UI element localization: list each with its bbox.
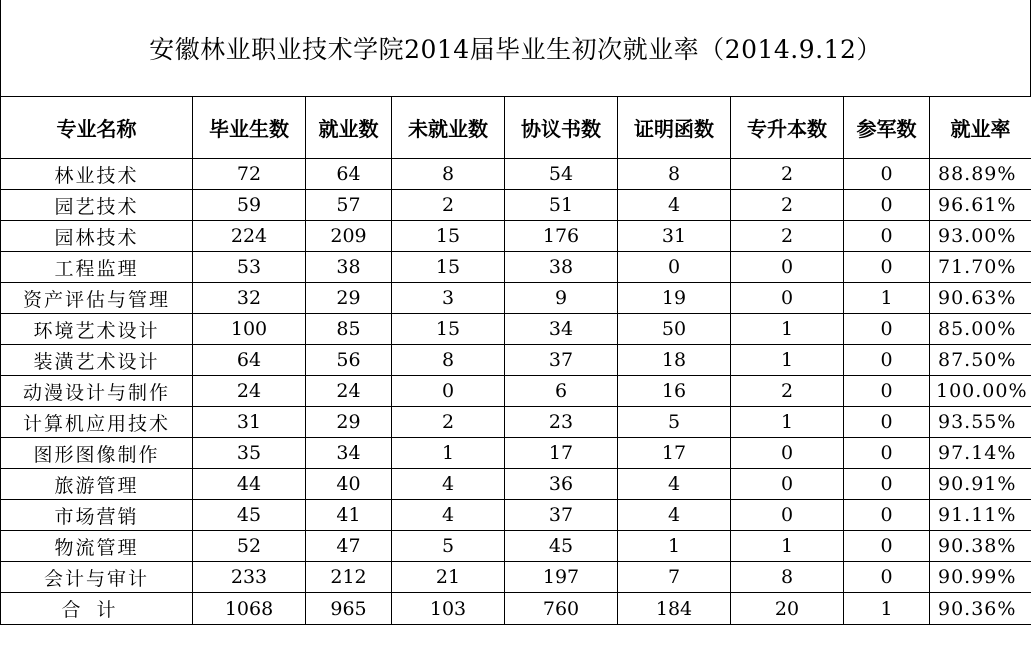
employment-table [0, 96, 1031, 625]
unemployed-cell: 3 [392, 283, 505, 314]
major-name-cell: 资产评估与管理 [1, 283, 193, 314]
table-row [1, 314, 1031, 345]
header-major: 专业名称 [1, 97, 193, 159]
major-name-cell: 市场营销 [1, 500, 193, 531]
certificates-cell: 0 [618, 252, 731, 283]
table-row [1, 531, 1031, 562]
unemployed-cell: 0 [392, 376, 505, 407]
header-unemployed: 未就业数 [392, 97, 505, 159]
agreements-cell: 760 [505, 593, 618, 625]
upgrade-cell: 8 [731, 562, 844, 593]
graduates-cell: 72 [193, 159, 306, 190]
certificates-cell: 4 [618, 190, 731, 221]
major-name-cell: 动漫设计与制作 [1, 376, 193, 407]
major-name-cell: 林业技术 [1, 159, 193, 190]
upgrade-cell: 1 [731, 345, 844, 376]
agreements-cell: 6 [505, 376, 618, 407]
upgrade-cell: 20 [731, 593, 844, 625]
certificates-cell: 8 [618, 159, 731, 190]
upgrade-cell: 2 [731, 159, 844, 190]
military-cell: 0 [844, 438, 930, 469]
header-employed: 就业数 [306, 97, 392, 159]
military-cell: 1 [844, 593, 930, 625]
upgrade-cell: 0 [731, 500, 844, 531]
military-cell: 0 [844, 562, 930, 593]
table-row [1, 283, 1031, 314]
employed-cell: 40 [306, 469, 392, 500]
rate-cell: 93.00% [930, 221, 1031, 252]
employed-cell: 38 [306, 252, 392, 283]
certificates-cell: 16 [618, 376, 731, 407]
employed-cell: 41 [306, 500, 392, 531]
rate-cell: 100.00% [930, 376, 1031, 407]
upgrade-cell: 0 [731, 438, 844, 469]
major-name-cell: 合计 [1, 593, 193, 625]
major-name-cell: 工程监理 [1, 252, 193, 283]
graduates-cell: 100 [193, 314, 306, 345]
graduates-cell: 32 [193, 283, 306, 314]
unemployed-cell: 21 [392, 562, 505, 593]
major-name-cell: 图形图像制作 [1, 438, 193, 469]
rate-cell: 93.55% [930, 407, 1031, 438]
military-cell: 0 [844, 159, 930, 190]
upgrade-cell: 1 [731, 314, 844, 345]
upgrade-cell: 1 [731, 531, 844, 562]
rate-cell: 90.38% [930, 531, 1031, 562]
table-row [1, 469, 1031, 500]
agreements-cell: 9 [505, 283, 618, 314]
upgrade-cell: 0 [731, 469, 844, 500]
upgrade-cell: 0 [731, 252, 844, 283]
agreements-cell: 45 [505, 531, 618, 562]
rate-cell: 90.99% [930, 562, 1031, 593]
header-rate: 就业率 [930, 97, 1031, 159]
employed-cell: 29 [306, 283, 392, 314]
employed-cell: 24 [306, 376, 392, 407]
military-cell: 0 [844, 221, 930, 252]
employed-cell: 64 [306, 159, 392, 190]
certificates-cell: 4 [618, 500, 731, 531]
upgrade-cell: 2 [731, 376, 844, 407]
graduates-cell: 44 [193, 469, 306, 500]
table-row [1, 345, 1031, 376]
major-name-cell: 旅游管理 [1, 469, 193, 500]
rate-cell: 97.14% [930, 438, 1031, 469]
unemployed-cell: 5 [392, 531, 505, 562]
certificates-cell: 31 [618, 221, 731, 252]
military-cell: 0 [844, 531, 930, 562]
agreements-cell: 38 [505, 252, 618, 283]
table-row [1, 221, 1031, 252]
header-graduates: 毕业生数 [193, 97, 306, 159]
graduates-cell: 1068 [193, 593, 306, 625]
unemployed-cell: 15 [392, 221, 505, 252]
agreements-cell: 34 [505, 314, 618, 345]
military-cell: 0 [844, 407, 930, 438]
major-name-cell: 计算机应用技术 [1, 407, 193, 438]
certificates-cell: 7 [618, 562, 731, 593]
employed-cell: 47 [306, 531, 392, 562]
agreements-cell: 36 [505, 469, 618, 500]
title-row [0, 0, 1031, 96]
table-row [1, 376, 1031, 407]
header-certificates: 证明函数 [618, 97, 731, 159]
major-name-cell: 装潢艺术设计 [1, 345, 193, 376]
military-cell: 0 [844, 314, 930, 345]
unemployed-cell: 8 [392, 345, 505, 376]
rate-cell: 90.36% [930, 593, 1031, 625]
certificates-cell: 1 [618, 531, 731, 562]
certificates-cell: 4 [618, 469, 731, 500]
upgrade-cell: 0 [731, 283, 844, 314]
header-agreements: 协议书数 [505, 97, 618, 159]
graduates-cell: 64 [193, 345, 306, 376]
upgrade-cell: 1 [731, 407, 844, 438]
upgrade-cell: 2 [731, 221, 844, 252]
graduates-cell: 45 [193, 500, 306, 531]
table-row [1, 159, 1031, 190]
employed-cell: 85 [306, 314, 392, 345]
table-row [1, 407, 1031, 438]
agreements-cell: 176 [505, 221, 618, 252]
unemployed-cell: 2 [392, 190, 505, 221]
military-cell: 0 [844, 345, 930, 376]
military-cell: 0 [844, 500, 930, 531]
table-row [1, 438, 1031, 469]
major-name-cell: 园林技术 [1, 221, 193, 252]
military-cell: 0 [844, 252, 930, 283]
graduates-cell: 233 [193, 562, 306, 593]
agreements-cell: 37 [505, 345, 618, 376]
header-row [1, 97, 1031, 159]
rate-cell: 96.61% [930, 190, 1031, 221]
employed-cell: 29 [306, 407, 392, 438]
unemployed-cell: 15 [392, 314, 505, 345]
major-name-cell: 环境艺术设计 [1, 314, 193, 345]
rate-cell: 88.89% [930, 159, 1031, 190]
major-name-cell: 物流管理 [1, 531, 193, 562]
graduates-cell: 59 [193, 190, 306, 221]
header-upgrade: 专升本数 [731, 97, 844, 159]
graduates-cell: 35 [193, 438, 306, 469]
certificates-cell: 184 [618, 593, 731, 625]
graduates-cell: 224 [193, 221, 306, 252]
report-title: 安徽林业职业技术学院2014届毕业生初次就业率（2014.9.12） [149, 35, 882, 64]
header-military: 参军数 [844, 97, 930, 159]
graduates-cell: 24 [193, 376, 306, 407]
rate-cell: 87.50% [930, 345, 1031, 376]
certificates-cell: 17 [618, 438, 731, 469]
employed-cell: 57 [306, 190, 392, 221]
upgrade-cell: 2 [731, 190, 844, 221]
table-row [1, 190, 1031, 221]
agreements-cell: 197 [505, 562, 618, 593]
major-name-cell: 园艺技术 [1, 190, 193, 221]
graduates-cell: 53 [193, 252, 306, 283]
unemployed-cell: 4 [392, 469, 505, 500]
agreements-cell: 17 [505, 438, 618, 469]
unemployed-cell: 15 [392, 252, 505, 283]
table-row [1, 252, 1031, 283]
rate-cell: 90.91% [930, 469, 1031, 500]
employed-cell: 212 [306, 562, 392, 593]
agreements-cell: 54 [505, 159, 618, 190]
graduates-cell: 52 [193, 531, 306, 562]
graduates-cell: 31 [193, 407, 306, 438]
table-row [1, 562, 1031, 593]
unemployed-cell: 2 [392, 407, 505, 438]
military-cell: 0 [844, 190, 930, 221]
employed-cell: 209 [306, 221, 392, 252]
unemployed-cell: 103 [392, 593, 505, 625]
military-cell: 1 [844, 283, 930, 314]
unemployed-cell: 4 [392, 500, 505, 531]
rate-cell: 85.00% [930, 314, 1031, 345]
rate-cell: 91.11% [930, 500, 1031, 531]
certificates-cell: 18 [618, 345, 731, 376]
employed-cell: 56 [306, 345, 392, 376]
rate-cell: 71.70% [930, 252, 1031, 283]
unemployed-cell: 1 [392, 438, 505, 469]
certificates-cell: 5 [618, 407, 731, 438]
military-cell: 0 [844, 469, 930, 500]
employed-cell: 34 [306, 438, 392, 469]
table-row [1, 500, 1031, 531]
certificates-cell: 19 [618, 283, 731, 314]
certificates-cell: 50 [618, 314, 731, 345]
rate-cell: 90.63% [930, 283, 1031, 314]
major-name-cell: 会计与审计 [1, 562, 193, 593]
employed-cell: 965 [306, 593, 392, 625]
agreements-cell: 37 [505, 500, 618, 531]
agreements-cell: 23 [505, 407, 618, 438]
agreements-cell: 51 [505, 190, 618, 221]
unemployed-cell: 8 [392, 159, 505, 190]
military-cell: 0 [844, 376, 930, 407]
total-row [1, 593, 1031, 625]
